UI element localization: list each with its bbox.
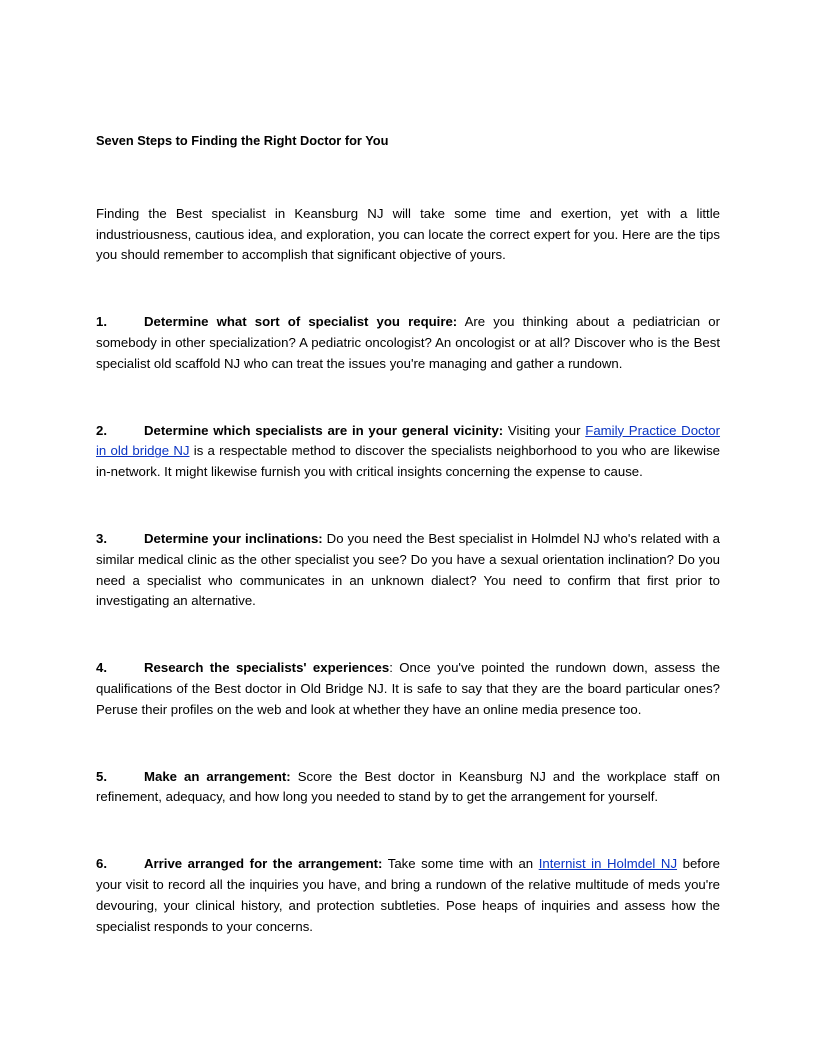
- step-text: before your visit to record all the inquiries you have, and bring a rundown of the relative multitude of meds you're devouring, your clinical history, and protection subtleties. Pose heaps of inquiries and assess how the specialist responds to your concerns.: [96, 856, 720, 934]
- step-title: Determine your inclinations:: [144, 530, 323, 546]
- step-text: is a respectable method to discover the specialists neighborhood to you who are likewise in-network. It might likewise furnish you with critical insights concerning the expense to cause.: [96, 443, 720, 480]
- step-4: [96, 658, 720, 720]
- step-text: Take some time with an: [382, 856, 539, 872]
- step-text: Do you need the Best specialist in Holmdel NJ who's related with a similar medical clinic as the other specialist you see? Do you have a sexual orientation inclination? Do you need a specialist who communicates in an unknown dialect? You need to confirm that first prior to investigating an alternative.: [96, 530, 720, 609]
- intro-paragraph: Finding the Best specialist in Keansburg NJ will take some time and exertion, yet with a little industriousness, cautious idea, and exploration, you can locate the correct expert for you. Here are the tips you should remember to accomplish that significant objective of yours.: [96, 205, 720, 263]
- family-practice-doctor-link[interactable]: Family Practice Doctor in old bridge NJ: [96, 422, 721, 459]
- step-text: Visiting your: [503, 422, 586, 438]
- document-title: Seven Steps to Finding the Right Doctor for You: [96, 133, 389, 148]
- step-number: 6.: [96, 856, 107, 872]
- step-number: 3.: [96, 530, 107, 546]
- step-title: Determine what sort of specialist you require:: [144, 314, 458, 330]
- step-1: [96, 312, 720, 374]
- step-text: Are you thinking about a pediatrician or somebody in other specialization? A pediatric oncologist? An oncologist or at all? Discover who is the Best specialist old scaffold NJ who can treat the issues you're managing and gather a rundown.: [96, 314, 720, 371]
- step-title: Research the specialists' experiences: [144, 660, 390, 676]
- step-number: 2.: [96, 422, 107, 438]
- step-text: : Once you've pointed the rundown down, assess the qualifications of the Best doctor in Old Bridge NJ. It is safe to say that they are the board particular ones? Peruse their profiles on the web and look at whether they have an online media presence too.: [96, 660, 720, 717]
- step-3: [96, 529, 720, 612]
- document-page: [96, 131, 720, 937]
- step-title: Make an arrangement:: [144, 768, 291, 784]
- step-number: 4.: [96, 660, 107, 676]
- step-number: 5.: [96, 768, 107, 784]
- step-title: Arrive arranged for the arrangement:: [144, 856, 383, 872]
- internist-link[interactable]: Internist in Holmdel NJ: [538, 856, 678, 872]
- step-2: [96, 421, 720, 483]
- step-6: [96, 854, 720, 937]
- step-text: Score the Best doctor in Keansburg NJ and the workplace staff on refinement, adequacy, and how long you needed to stand by to get the arrangement for yourself.: [96, 768, 721, 805]
- step-number: 1.: [96, 314, 107, 330]
- step-5: [96, 767, 720, 809]
- step-title: Determine which specialists are in your general vicinity:: [144, 422, 504, 438]
